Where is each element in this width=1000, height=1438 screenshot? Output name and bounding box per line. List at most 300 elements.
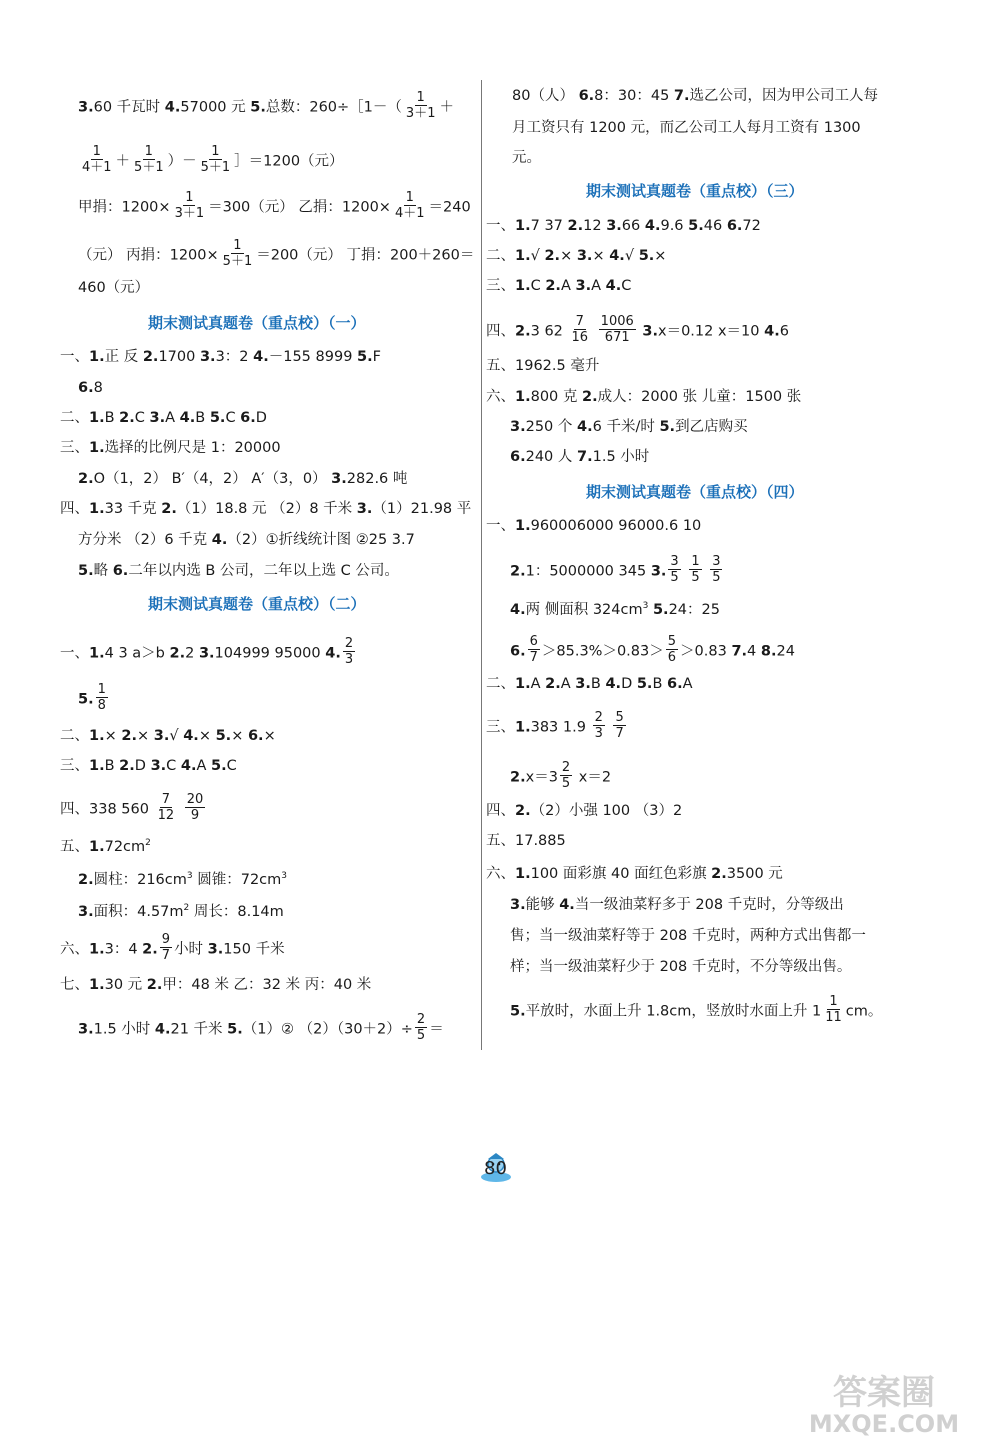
answer-line	[60, 726, 276, 746]
denominator: 3	[344, 652, 354, 667]
q-num: 4.	[164, 99, 181, 116]
fraction	[80, 144, 114, 175]
part-label: 七、	[60, 977, 89, 993]
q-num: 4.	[179, 410, 196, 426]
answer-line	[78, 92, 454, 123]
answer-text: 66	[621, 218, 645, 234]
section-heading: 期末测试真题卷（重点校）（二）	[148, 595, 366, 613]
part-label: 一、	[486, 518, 515, 534]
q-num: 2.	[161, 501, 177, 517]
q-num: 1.	[89, 349, 105, 365]
denominator: 16	[571, 330, 589, 345]
answer-text: 12	[583, 218, 607, 234]
q-num: 4.	[510, 601, 526, 618]
numerator: 1	[416, 90, 425, 105]
answer-line: 样；当一级油菜籽少于 208 千克时，不分等级出售。	[510, 959, 852, 975]
answer-line	[60, 975, 371, 995]
answer-text: （2）①折线统计图 ②25 3.7	[227, 532, 415, 548]
answer-text: B	[104, 758, 120, 774]
answer-line	[510, 895, 844, 915]
q-num: 6.	[510, 643, 526, 660]
answer-text: A	[165, 410, 180, 426]
answer-text: ×	[560, 248, 577, 264]
q-num: 1.	[89, 838, 105, 855]
answer-text: ×	[198, 728, 216, 744]
answer-text: D	[255, 410, 267, 426]
denominator: 9	[190, 808, 200, 823]
q-num: 2.	[121, 728, 137, 744]
q-num: 4.	[577, 419, 593, 435]
denominator: 7	[161, 948, 171, 963]
answer-text: ＝	[429, 1021, 444, 1038]
answer-text: A	[560, 676, 576, 692]
fraction	[668, 554, 680, 585]
answer-text: ＝200（元） 丁捐：200＋260＝	[256, 247, 475, 264]
answer-text: √	[624, 248, 639, 264]
answer-text: 33 千克	[104, 501, 162, 517]
answer-line	[78, 684, 110, 715]
answer-line	[78, 561, 399, 581]
answer-text: （1）18.8 元 （2）8 千米	[176, 501, 357, 517]
q-num: 1.	[89, 440, 105, 456]
fraction	[132, 144, 166, 175]
answer-line	[486, 674, 693, 694]
answer-text: 282.6 吨	[346, 471, 408, 487]
numerator: 3	[712, 554, 721, 569]
answer-text: 略	[93, 563, 113, 579]
answer-text: A	[682, 676, 693, 692]
numerator: 2	[594, 710, 603, 725]
q-num: 6.	[247, 728, 264, 744]
answer-text: －155 8999	[268, 349, 358, 365]
answer-text: 24	[776, 643, 795, 660]
answer-line	[486, 387, 801, 407]
part-label: 二、	[486, 248, 515, 264]
q-num: 2.	[146, 977, 163, 993]
q-num: 6.	[510, 449, 526, 465]
answer-text: 甲：48 米 乙：32 米 丙：40 米	[162, 977, 372, 993]
q-num: 4.	[605, 676, 622, 692]
part-label: 三、	[60, 758, 89, 774]
denominator: 4＋1	[82, 160, 112, 175]
fraction	[160, 932, 172, 963]
answer-text: 6	[779, 323, 789, 340]
numerator: 7	[575, 314, 584, 329]
q-num: 3.	[150, 758, 167, 774]
part-label: 三、	[486, 278, 515, 294]
q-num: 3.	[576, 248, 593, 264]
answer-line	[486, 831, 566, 851]
answer-text: ＝300（元） 乙捐：1200×	[208, 199, 391, 216]
answer-text: D	[134, 758, 151, 774]
answer-text: 1.5 小时	[592, 449, 650, 465]
answer-text: 80（人）	[512, 88, 579, 104]
q-num: 3.	[207, 941, 224, 958]
denominator: 5	[691, 570, 700, 585]
superscript: 3	[186, 871, 193, 881]
denominator: 6	[667, 650, 677, 665]
q-num: 6.	[78, 380, 94, 396]
denominator: 3＋1	[174, 206, 205, 221]
answer-line	[486, 712, 628, 743]
denominator: 5	[670, 570, 679, 585]
answer-text: 五、1962.5 毫升	[486, 358, 600, 374]
answer-text: 当一级油菜籽多于 208 千克时，分等级出	[574, 897, 844, 913]
denominator: 4＋1	[394, 206, 425, 221]
answer-text: ＝240	[428, 199, 471, 216]
superscript: 3	[642, 601, 649, 611]
fraction	[185, 792, 206, 823]
answer-line	[486, 516, 701, 536]
denominator: 5	[561, 776, 571, 791]
q-num: 5.	[78, 691, 94, 708]
q-num: 3.	[198, 645, 215, 662]
q-num: 3.	[153, 728, 170, 744]
answer-text: 960006000 96000.6 10	[530, 518, 702, 534]
q-num: 2.	[119, 410, 135, 426]
q-num: 3.	[331, 471, 347, 487]
answer-text: 8	[93, 380, 103, 396]
answer-text: O（1，2） B′（4，2） A′（3，0）	[93, 471, 332, 487]
q-num: 2.	[510, 769, 526, 786]
answer-line	[78, 192, 471, 223]
answer-line	[60, 934, 285, 965]
q-num: 4.	[605, 278, 622, 294]
answer-text: 2	[185, 645, 199, 662]
answer-line	[78, 530, 415, 550]
answer-line	[486, 316, 789, 347]
fraction	[221, 238, 255, 269]
numerator: 1	[829, 994, 838, 1009]
part-label: 二、	[60, 410, 89, 426]
answer-line	[78, 866, 287, 890]
numerator: 1	[144, 144, 153, 159]
q-num: 5.	[227, 1021, 243, 1038]
q-num: 2.	[567, 218, 584, 234]
denominator: 5＋1	[222, 254, 253, 269]
answer-text: 小时	[174, 941, 208, 958]
q-num: 2.	[169, 645, 186, 662]
answer-text: ］＝1200（元）	[234, 153, 344, 170]
answer-line	[78, 469, 407, 489]
q-num: 6.	[112, 563, 129, 579]
answer-text: cm。	[845, 1003, 883, 1020]
part-label: 四、	[486, 803, 515, 819]
q-num: 1.	[89, 728, 105, 744]
denominator: 12	[157, 808, 175, 823]
q-num: 1.	[89, 758, 105, 774]
answer-text: 72cm	[104, 838, 146, 855]
answer-text: 到乙店购买	[675, 419, 748, 435]
q-num: 2.	[510, 563, 526, 580]
denominator: 5＋1	[200, 160, 231, 175]
answer-text: 成人：2000 张 儿童：1500 张	[597, 389, 802, 405]
answer-text: 周长：8.14m	[189, 903, 284, 920]
answer-text: √	[169, 728, 184, 744]
answer-line	[510, 447, 649, 467]
answer-text: 4	[747, 643, 761, 660]
q-num: 3.	[642, 323, 658, 340]
q-num: 1.	[515, 389, 531, 405]
numerator: 1	[92, 144, 101, 159]
q-num: 3.	[356, 501, 373, 517]
answer-text: 方分米 （2）6 千克	[78, 532, 212, 548]
fraction	[599, 314, 636, 345]
answer-text: 面积：4.57m	[93, 903, 184, 920]
answer-line	[510, 636, 795, 667]
q-num: 4.	[211, 532, 228, 548]
q-num: 2.	[582, 389, 598, 405]
q-num: 3.	[575, 278, 592, 294]
answer-line	[486, 276, 631, 296]
answer-text: F	[372, 349, 381, 365]
answer-text: 3500 元	[726, 866, 783, 882]
numerator: 1	[233, 238, 242, 253]
q-num: 1.	[515, 866, 531, 882]
superscript: 2	[145, 838, 151, 848]
answer-line	[510, 996, 882, 1027]
q-num: 2.	[78, 471, 94, 487]
answer-text: ＋	[115, 153, 131, 170]
q-num: 2.	[515, 323, 531, 340]
denominator: 11	[825, 1010, 842, 1025]
q-num: 2.	[515, 803, 531, 819]
part-label: 一、	[60, 645, 89, 662]
q-num: 6.	[667, 676, 683, 692]
answer-text: 圆柱：216cm	[93, 871, 187, 888]
q-num: 2.	[142, 349, 159, 365]
numerator: 1	[211, 144, 220, 159]
answer-text: 30 元	[104, 977, 147, 993]
answer-text: 圆锥：72cm	[192, 871, 282, 888]
answer-line	[510, 417, 748, 437]
q-num: 2.	[142, 941, 158, 958]
q-num: 4.	[644, 218, 661, 234]
answer-line	[510, 556, 724, 587]
q-num: 2.	[78, 871, 94, 888]
fraction	[710, 554, 722, 585]
denominator: 671	[604, 330, 630, 345]
fraction	[415, 1012, 427, 1043]
page-number: 80	[484, 1158, 507, 1179]
answer-text: 383 1.9	[530, 719, 591, 736]
q-num: 1.	[89, 501, 105, 517]
q-num: 3.	[575, 676, 591, 692]
denominator: 8	[97, 698, 106, 713]
numerator: 2	[561, 760, 571, 775]
q-num: 5.	[659, 419, 676, 435]
q-num: 1.	[89, 410, 105, 426]
part-label: 六、	[486, 866, 515, 882]
q-num: 8.	[760, 643, 777, 660]
denominator: 7	[529, 650, 538, 665]
q-num: 4.	[559, 897, 575, 913]
answer-line: 460（元）	[78, 280, 150, 296]
answer-text: ＞0.83	[680, 643, 732, 660]
superscript: 2	[183, 903, 190, 913]
answer-text: 1.5 小时	[93, 1021, 155, 1038]
answer-text: （元） 丙捐：1200×	[78, 247, 219, 264]
answer-text: C	[134, 410, 150, 426]
answer-line	[512, 86, 878, 106]
answer-text: ×	[263, 728, 276, 744]
answer-line: 元。	[512, 150, 541, 166]
q-num: 5.	[250, 99, 266, 116]
watermark-logo	[766, 1370, 996, 1436]
q-num: 2.	[544, 248, 561, 264]
answer-text: 3 62	[530, 323, 568, 340]
numerator: 3	[670, 554, 679, 569]
superscript: 3	[281, 871, 288, 881]
answer-text: 60 千瓦时	[93, 99, 165, 116]
answer-text: 46	[703, 218, 727, 234]
column-divider	[481, 80, 482, 1050]
answer-text: 选择的比例尺是 1：20000	[104, 440, 281, 456]
answer-text: B	[652, 676, 668, 692]
answer-line	[78, 898, 284, 922]
answer-text: 8：30：45	[594, 88, 674, 104]
section-heading: 期末测试真题卷（重点校）（四）	[586, 483, 804, 501]
answer-text: 240 人	[525, 449, 578, 465]
answer-text: A	[196, 758, 212, 774]
answer-text: 五、17.885	[486, 833, 566, 849]
answer-text: 四、338 560	[60, 801, 154, 818]
answer-text: 总数：260÷［1－（	[265, 99, 402, 116]
answer-text: 72	[742, 218, 761, 234]
fraction	[156, 792, 177, 823]
fraction	[570, 314, 591, 345]
answer-line	[60, 833, 151, 857]
q-num: 1.	[89, 977, 105, 993]
answer-text: 21 千米	[170, 1021, 228, 1038]
fraction	[393, 190, 427, 221]
numerator: 20	[186, 792, 204, 807]
q-num: 1.	[515, 218, 531, 234]
part-label: 四、	[60, 501, 89, 517]
answer-text: 3：4	[104, 941, 143, 958]
q-num: 3.	[650, 563, 667, 580]
answer-text: （2）小强 100 （3）2	[530, 803, 683, 819]
q-num: 4.	[764, 323, 780, 340]
q-num: 1.	[89, 941, 105, 958]
q-num: 1.	[515, 719, 531, 736]
answer-line: 售；当一级油菜籽等于 208 千克时，两种方式出售都一	[510, 928, 866, 944]
answer-line	[486, 356, 599, 376]
numerator: 1	[691, 554, 700, 569]
numerator: 1	[97, 682, 106, 697]
denominator: 5	[416, 1028, 426, 1043]
answer-line	[486, 864, 783, 884]
q-num: 5.	[510, 1003, 526, 1020]
answer-text: A	[591, 278, 606, 294]
answer-text: 7 37	[530, 218, 568, 234]
answer-text: 正 反	[104, 349, 143, 365]
q-num: 2.	[545, 278, 561, 294]
q-num: 2.	[119, 758, 135, 774]
answer-text: D	[621, 676, 637, 692]
answer-text: 4 3 a＞b	[104, 645, 170, 662]
fraction	[560, 760, 572, 791]
part-label: 一、	[486, 218, 515, 234]
fraction	[689, 554, 701, 585]
answer-text: √	[530, 248, 545, 264]
answer-text: A	[530, 676, 546, 692]
answer-text: ）－	[167, 153, 197, 170]
fraction	[96, 682, 108, 713]
q-num: 4.	[180, 758, 197, 774]
answer-text: （1）21.98 平	[372, 501, 472, 517]
part-label: 三、	[60, 440, 89, 456]
answer-text: ＋	[439, 99, 454, 116]
watermark-line2: MXQE.COM	[808, 1410, 960, 1436]
section-heading: 期末测试真题卷（重点校）（一）	[148, 314, 366, 332]
numerator: 6	[529, 634, 538, 649]
q-num: 4.	[609, 248, 625, 264]
answer-text: ×	[231, 728, 248, 744]
part-label: 二、	[486, 676, 515, 692]
answer-text: x＝2	[574, 769, 612, 786]
q-num: 6.	[578, 88, 595, 104]
fraction	[199, 144, 233, 175]
q-num: 3.	[199, 349, 216, 365]
q-num: 3.	[510, 897, 526, 913]
answer-line	[60, 794, 207, 825]
q-num: 7.	[577, 449, 593, 465]
q-num: 2.	[711, 866, 727, 882]
numerator: 2	[416, 1012, 426, 1027]
answer-text: A	[560, 278, 576, 294]
q-num: 7.	[731, 643, 748, 660]
answer-text: ×	[654, 248, 667, 264]
numerator: 9	[161, 932, 171, 947]
q-num: 3.	[78, 99, 94, 116]
answer-text: 24：25	[668, 601, 720, 618]
answer-text: 3：2	[215, 349, 254, 365]
answer-line	[60, 438, 281, 458]
q-num: 5.	[636, 676, 653, 692]
part-label: 五、	[60, 838, 89, 855]
answer-line	[78, 240, 474, 271]
denominator: 3＋1	[405, 106, 436, 121]
answer-line	[60, 499, 471, 519]
answer-text: 57000 元	[180, 99, 251, 116]
answer-line	[510, 596, 720, 620]
numerator: 7	[161, 792, 170, 807]
answer-line	[78, 1014, 444, 1045]
q-num: 5.	[688, 218, 704, 234]
fraction	[173, 190, 207, 221]
answer-line	[60, 638, 357, 669]
numerator: 1	[405, 190, 414, 205]
answer-text: 100 面彩旗 40 面红色彩旗	[530, 866, 712, 882]
q-num: 5.	[357, 349, 373, 365]
part-label: 三、	[486, 719, 515, 736]
answer-text: 104999 95000	[214, 645, 326, 662]
q-num: 4.	[154, 1021, 171, 1038]
q-num: 3.	[78, 903, 94, 920]
answer-text: ＞85.3%＞0.8̇3̇＞	[541, 643, 664, 660]
answer-text: 选乙公司，因为甲公司工人每	[689, 88, 879, 104]
part-label: 一、	[60, 349, 89, 365]
q-num: 3.	[510, 419, 526, 435]
answer-text: 甲捐：1200×	[78, 199, 171, 216]
fraction	[593, 710, 605, 741]
q-num: 3.	[606, 218, 622, 234]
answer-text: B	[590, 676, 606, 692]
answer-text: C	[226, 758, 237, 774]
q-num: 5.	[78, 563, 94, 579]
answer-text: 9.6	[660, 218, 689, 234]
